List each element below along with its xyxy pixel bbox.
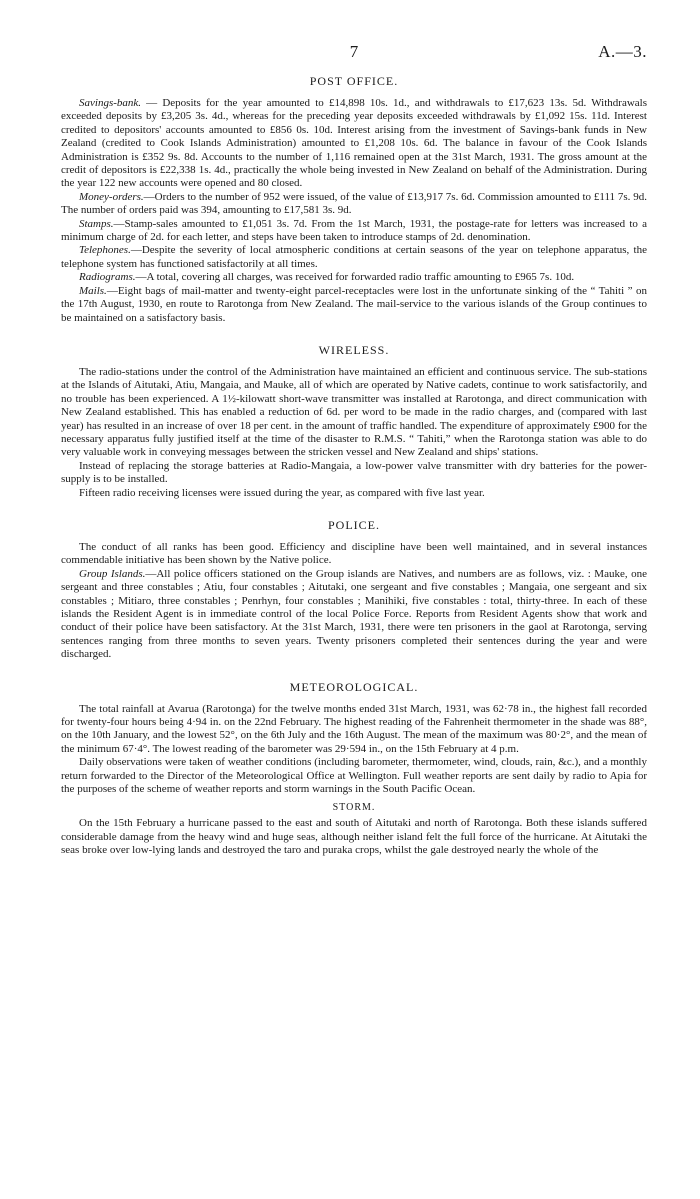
paragraph: The radio-stations under the control of the Administration have maintained an efficient and continuous service. The sub-stations at the Islands of Aitutaki, Atiu, Mangaia, and Mauke, all of which are operated by Native cadets, continue to work satisfactorily, and no trouble has been experienced. A 1½-kilowatt short-wave transmitter was installed at Rarotonga, and direct communication with New Zealand established. This has enabled a reduction of 6d. per word to be made in the radio charges, and (compared with last year) has resulted in an increase of over 18 per cent. in the amount of traffic handled. The expenditure of approximately £900 for the necessary apparatus fully justified itself at the time of the disaster to R.M.S. “ Tahiti,” when the Rarotonga station was able to do very valuable work in conveying messages between the stricken vessel and New Zealand and ships' stations. [61,365,647,459]
paragraph: Stamps.—Stamp-sales amounted to £1,051 3s. 7d. From the 1st March, 1931, the postage-rate for letters was increased to a minimum charge of 2d. for each letter, and steps have been taken to introduce stamps of 2d. denomination. [61,217,647,244]
paragraph: Telephones.—Despite the severity of local atmospheric conditions at certain seasons of the year on telephone apparatus, the telephone system has functioned satisfactorily at all times. [61,244,647,270]
paragraph: Group Islands.—All police officers stationed on the Group islands are Natives, and numbers are as follows, viz. : Mauke, one sergeant and three constables ; Atiu, four constables ; Aitutaki, one sergeant and five constables ; Mangaia, one sergeant and six constables ; Mitiaro, three constables ; Penrhyn, four constables ; Manihiki, five constables : total, thirty-three. In each of these islands the Resident Agent is in immediate control of the local Police Force. Reports from Resident Agents show that work and conduct of their police have been satisfactory. At the 31st March, 1931, there were ten prisoners in the gaol at Rarotonga, serving sentences ranging from three months to seven years. Twenty prisoners completed their sentences during the year and were discharged. [61,567,647,661]
paragraph: Mails.—Eight bags of mail-matter and twenty-eight parcel-receptacles were lost in the unfortunate sinking of the “ Tahiti ” on the 17th August, 1930, en route to Rarotonga from New Zealand. The mail-service to the various islands of the Group continues to be maintained on a satisfactory basis. [61,284,647,324]
paragraph: The conduct of all ranks has been good. Efficiency and discipline have been well maintained, and in several instances commendable initiative has been shown by the Native police. [61,540,647,567]
paragraph: Instead of replacing the storage batteries at Radio-Mangaia, a low-power valve transmitter with dry batteries for the power-supply is to be installed. [61,459,647,486]
subsection-heading-storm: STORM. [332,802,376,814]
document-page [61,42,647,858]
paragraph: Daily observations were taken of weather conditions (including barometer, thermometer, wind, clouds, rain, &c.), and a monthly return forwarded to the Director of the Meteorological Office at Wellington. Full weather reports are sent daily by radio to Apia for the purposes of the scheme of weather reports and storm warnings in the South Pacific Ocean. [61,756,647,796]
paragraph: Money-orders.—Orders to the number of 952 were issued, of the value of £13,917 7s. 6d. Commission amounted to £111 7s. 9d. The number of orders paid was 394, amounting to £17,581 3s. 9d. [61,190,647,217]
paragraph: Savings-bank. — Deposits for the year amounted to £14,898 10s. 1d., and withdrawals to £17,623 13s. 5d. Withdrawals exceeded deposits by £3,205 3s. 4d., whereas for the preceding year deposits exceeded withdrawals by £1,092 15s. 11d. Interest credited to depositors' accounts amounted to £856 0s. 10d. Interest arising from the investment of Savings-bank funds in New Zealand (credited to Cook Islands Administration) amounted to £1,208 10s. 6d. The balance in favour of the Cook Islands Administration is £352 9s. 8d. Accounts to the number of 1,116 remained open at the 31st March, 1931. The gross amount at the credit of depositors is £22,338 1s. 4d., practically the whole being invested in New Zealand on behalf of the Administration. During the year 122 new accounts were opened and 80 closed. [61,97,647,190]
section-heading-wireless: WIRELESS. [318,342,390,357]
section-heading-police: POLICE. [328,517,380,532]
paragraph: The total rainfall at Avarua (Rarotonga) for the twelve months ended 31st March, 1931, was 62·78 in., the highest fall recorded for twenty-four hours being 4·94 in. on the 22nd February. The highest reading of the Fahrenheit thermometer in the shade was 88°, on the 10th January, and the lowest 52°, on the 6th July and the 16th August. The mean of the maximum was 80·2°, and the mean of the minimum 67·4°. The lowest reading of the barometer was 29·594 in., on the 15th February at 4 p.m. [61,702,647,755]
page-header [61,42,647,68]
paragraph: Radiograms.—A total, covering all charges, was received for forwarded radio traffic amounting to £965 7s. 10d. [79,271,575,284]
section-heading-post-office: POST OFFICE. [309,74,399,88]
page-number: 7 [349,42,359,61]
document-reference: A.—3. [598,42,647,61]
section-heading-meteorological: METEOROLOGICAL. [289,679,419,694]
paragraph: Fifteen radio receiving licenses were issued during the year, as compared with five last year. [79,486,485,499]
paragraph: On the 15th February a hurricane passed to the east and south of Aitutaki and north of Rarotonga. Both these islands suffered considerable damage from the heavy wind and huge seas, although neither island felt the full force of the hurricane. At Aitutaki the seas broke over low-lying lands and destroyed the taro and puraka crops, whilst the gale destroyed nearly the whole of the [61,817,647,857]
